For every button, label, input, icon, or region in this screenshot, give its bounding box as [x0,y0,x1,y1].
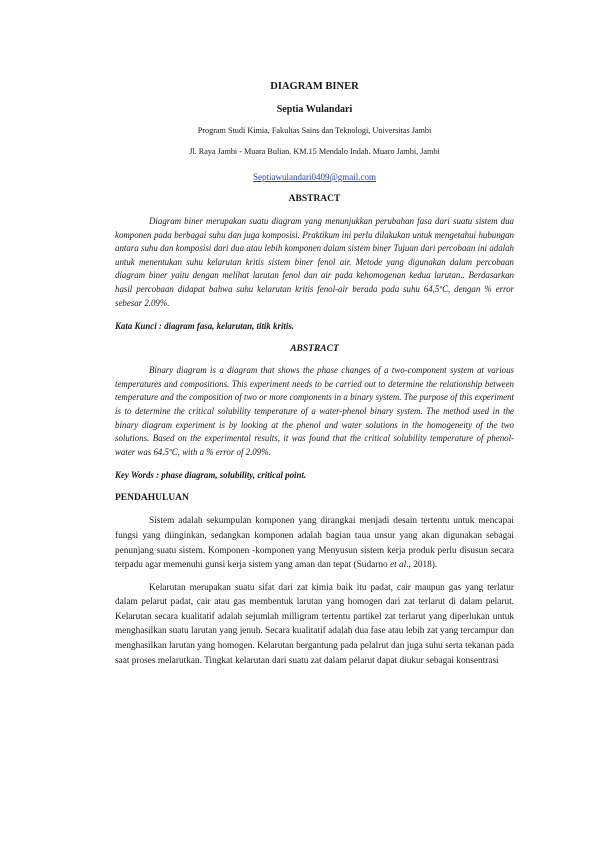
intro-paragraph-1 [115,514,514,572]
address: Jl. Raya Jambi - Muara Bulian. KM.15 Mendalo Indah. Muaro Jambi, Jambi [189,147,440,156]
email-link[interactable]: Septiawulandari0409@gmail.com [252,172,376,182]
intro-p1-etal: et al [389,560,407,571]
intro-p1-text: Sistem adalah sekumpulan komponen yang dirangkai menjadi desain tertentu untuk mencapai fungsi yang diinginkan, sedangkan komponen adalah bagian taua unsur yang akan digunakan sebagai penunjang suatu sistem. Komponen -komponen yang Menyusun sistem kerja produk perlu disusun secara terpadu agar memenuhi gunsi kerja sistem yang aman dan tepat (Sudarno [115,516,514,571]
affiliation: Program Studi Kimia, Fakultas Sains dan Teknologi, Universitas Jambi [197,126,432,135]
abstract-heading-id: ABSTRACT [288,194,341,204]
intro-p1-citation: ., 2018). [406,560,438,571]
email-line [115,167,514,185]
keywords-en: Key Words : phase diagram, solubility, critical point. [115,470,307,481]
paper-title: DIAGRAM BINER [270,81,359,92]
intro-paragraph-2: Kelarutan merupakan suatu sifat dari zat kimia baik itu padat, cair maupun gas yang terlatur dalam pelarut padat, cair atau gas membentuk larutan yang homogen dari zat terlarut di dalam pelarut. Kelarutan secara kualitatif adalah sejumlah milligram tertentu partikel zat terlarut yang diperlukan untuk menghasilkan suatu larutan yang jenuh. Secara kualitatif adalah dua fase atau lebih zat yang tercampur dan menghasilkan larutan yang homogen. Kelarutan bergantung pada pelalrut dan juga suhu serta tekanan pada saat proses melarutkan. Tingkat kelarutan dari suatu zat dalam pelarut dapat diukur sebagai konsentrasi [115,582,514,666]
keywords-id: Kata Kunci : diagram fasa, kelarutan, titik kritis. [115,321,295,332]
abstract-text-id: Diagram biner merupakan suatu diagram yang menunjukkan perubahan fasa dari suatu sistem dua komponen pada berbagai suhu dan juga komposisi. Praktikum ini perlu dilakukan untuk mengetahui hubungan antara suhu dan komposisi dari dua atau lebih komponen dalam sistem biner Tujuan dari percobaan ini adalah untuk menentukan suhu kelarutan kritis sistem biner fenol air. Metode yang digunakan dalam percobaan diagram biner yaitu dengan melihat larutan fenol dan air pada kehomogenan kedua larutan.. Berdasarkan hasil percobaan didapat bahwa suhu kelarutan kritis fenol-air berada pada suhu 64,5ºC, dengan % error sebesar 2.09%. [115,216,514,308]
section-heading-introduction: PENDAHULUAN [115,493,189,504]
author-name: Septia Wulandari [276,104,353,115]
abstract-text-en: Binary diagram is a diagram that shows the phase changes of a two-component system at various temperatures and compositions. This experiment needs to be carried out to determine the relationship between temperature and the composition of two or more components in a binary system. The purpose of this experiment is to determine the critical solubility temperature of a water-phenol binary system. The method used in the binary diagram experiment is by looking at the phenol and water solutions in the homogeneity of the two solutions. Based on the experimental results, it was found that the critical solubility temperature of phenol-water was 64.5ºC, with a % error of 2.09%. [115,365,514,457]
abstract-heading-en: ABSTRACT [290,344,339,355]
page-content [115,80,514,676]
